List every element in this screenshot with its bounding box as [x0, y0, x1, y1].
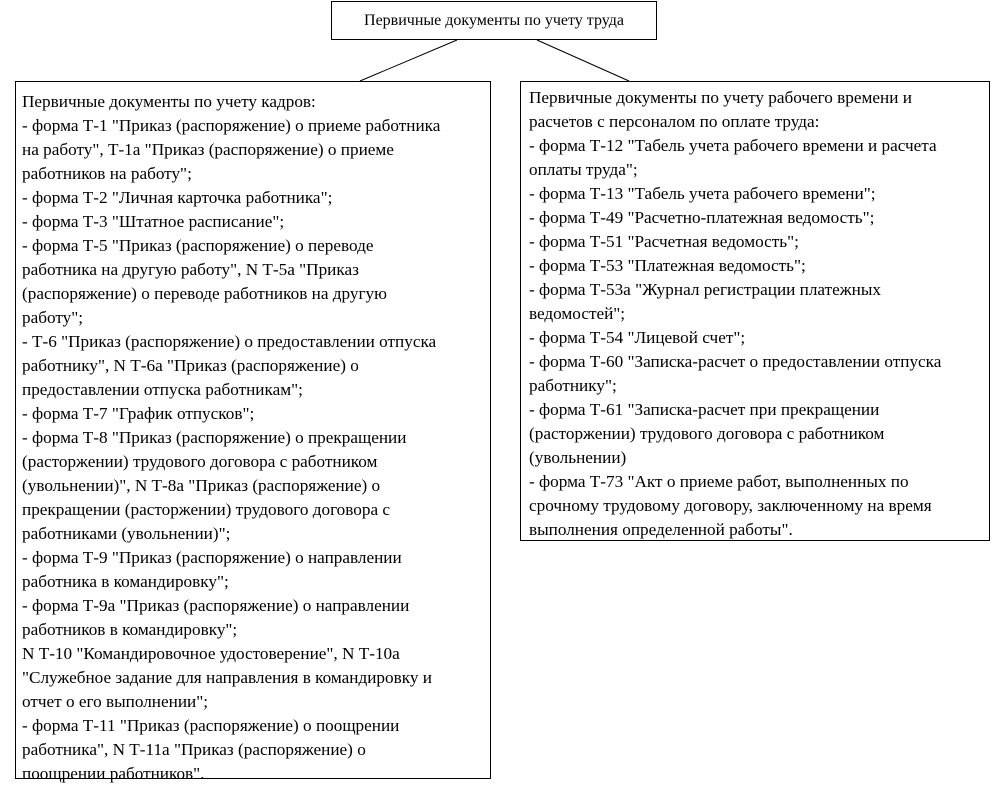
list-item: прекращении (расторжении) трудового договора с — [22, 500, 391, 519]
list-item: - форма Т-5 "Приказ (распоряжение) о переводе — [22, 236, 374, 255]
list-item: - форма Т-53 "Платежная ведомость"; — [529, 256, 806, 275]
root-node — [331, 1, 657, 40]
list-item: выполнения определенной работы". — [529, 520, 793, 539]
list-item: (увольнении) — [529, 448, 627, 467]
list-item: - форма Т-53а "Журнал регистрации платежных — [529, 280, 881, 299]
list-item: срочному трудовому договору, заключенному на время — [529, 496, 932, 515]
list-item: работников в командировку"; — [22, 620, 238, 639]
list-item: отчет о его выполнении"; — [22, 692, 209, 711]
list-item: - форма Т-2 "Личная карточка работника"; — [22, 188, 333, 207]
list-item: "Служебное задание для направления в командировку и — [22, 668, 432, 687]
list-item: - форма Т-3 "Штатное расписание"; — [22, 212, 285, 231]
list-item: (расторжении) трудового договора с работником — [529, 424, 885, 443]
personnel-documents-heading: Первичные документы по учету кадров: — [22, 92, 316, 111]
connector-line-left — [360, 40, 457, 81]
time-and-payroll-documents-heading: Первичные документы по учету рабочего времени и — [529, 88, 912, 107]
time-and-payroll-documents-node — [520, 81, 990, 541]
list-item: оплаты труда"; — [529, 160, 638, 179]
list-item: работнику"; — [529, 376, 617, 395]
root-node-title: Первичные документы по учету труда — [364, 11, 624, 29]
list-item: - форма Т-60 "Записка-расчет о предоставлении отпуска — [529, 352, 942, 371]
list-item: - форма Т-51 "Расчетная ведомость"; — [529, 232, 799, 251]
list-item: работниками (увольнении)"; — [22, 524, 231, 543]
list-item: (увольнении)", N Т-8а "Приказ (распоряжение) о — [22, 476, 381, 495]
list-item: предоставлении отпуска работникам"; — [22, 380, 303, 399]
list-item: - форма Т-11 "Приказ (распоряжение) о поощрении — [22, 716, 400, 735]
list-item: на работу", Т-1а "Приказ (распоряжение) о приеме — [22, 140, 394, 159]
list-item: (распоряжение) о переводе работников на другую — [22, 284, 387, 303]
list-item: - форма Т-7 "График отпусков"; — [22, 404, 255, 423]
list-item: работника", N Т-11а "Приказ (распоряжение) о — [22, 740, 366, 759]
list-item: - форма Т-13 "Табель учета рабочего времени"; — [529, 184, 876, 203]
list-item: работника на другую работу", N Т-5а "Приказ — [22, 260, 359, 279]
list-item: работу"; — [22, 308, 84, 327]
list-item: - Т-6 "Приказ (распоряжение) о предоставлении отпуска — [22, 332, 437, 351]
list-item: - форма Т-12 "Табель учета рабочего времени и расчета — [529, 136, 937, 155]
list-item: - форма Т-1 "Приказ (распоряжение) о приеме работника — [22, 116, 441, 135]
list-item: работнику", N Т-6а "Приказ (распоряжение) о — [22, 356, 359, 375]
list-item: - форма Т-54 "Лицевой счет"; — [529, 328, 746, 347]
time-and-payroll-documents-heading-cont: расчетов с персоналом по оплате труда: — [529, 112, 820, 131]
list-item: - форма Т-61 "Записка-расчет при прекращении — [529, 400, 880, 419]
list-item: - форма Т-8 "Приказ (распоряжение) о прекращении — [22, 428, 407, 447]
list-item: поощрении работников". — [22, 764, 205, 783]
connector-line-right — [537, 40, 629, 81]
list-item: - форма Т-9а "Приказ (распоряжение) о направлении — [22, 596, 410, 615]
list-item: работника в командировку"; — [22, 572, 229, 591]
list-item: - форма Т-49 "Расчетно-платежная ведомость"; — [529, 208, 875, 227]
list-item: - форма Т-73 "Акт о приеме работ, выполненных по — [529, 472, 909, 491]
list-item: ведомостей"; — [529, 304, 626, 323]
personnel-documents-node — [15, 81, 491, 783]
list-item: N Т-10 "Командировочное удостоверение", N Т-10а — [22, 644, 400, 663]
list-item: (расторжении) трудового договора с работником — [22, 452, 378, 471]
list-item: работников на работу"; — [22, 164, 192, 183]
list-item: - форма Т-9 "Приказ (распоряжение) о направлении — [22, 548, 402, 567]
